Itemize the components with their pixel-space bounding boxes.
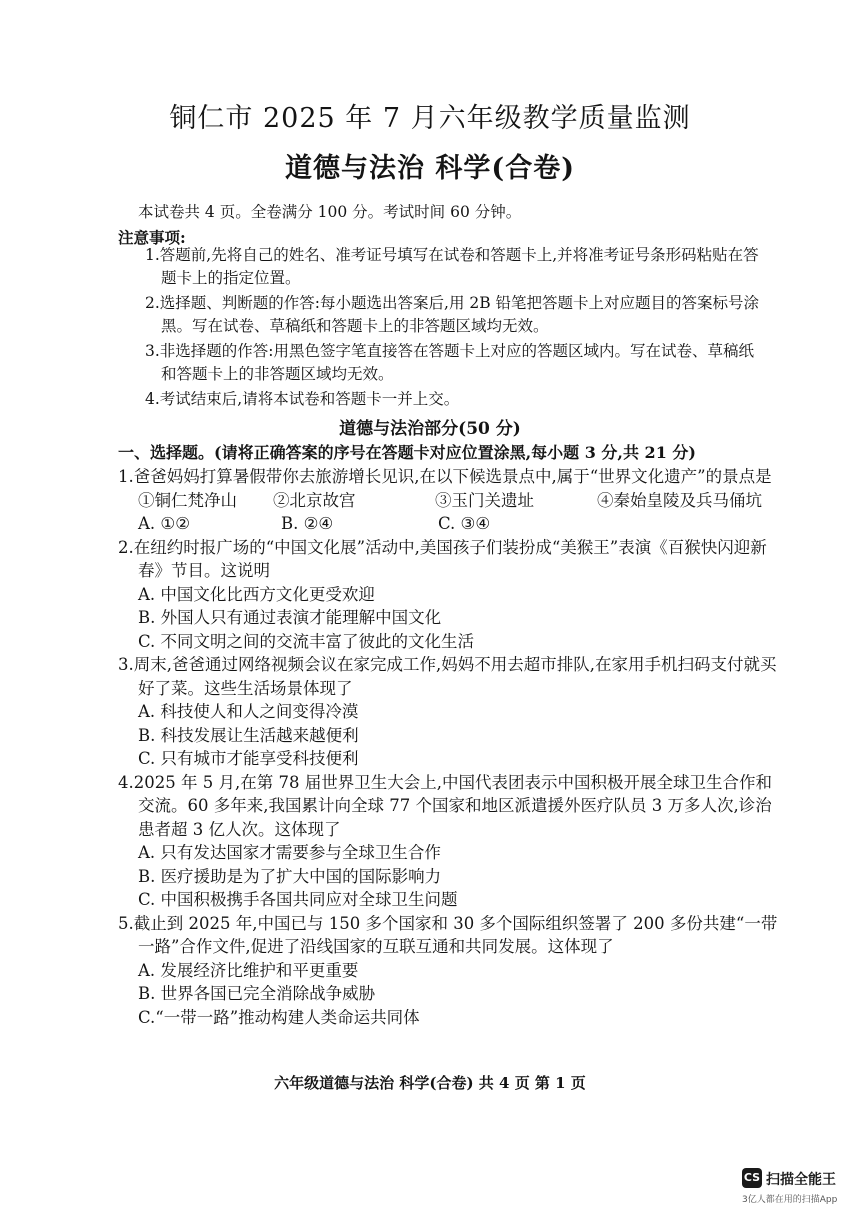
- section-title: 道德与法治部分(50 分): [339, 419, 521, 439]
- answer-option: A. 中国文化比西方文化更受欢迎: [138, 584, 375, 604]
- answer-option: B. 医疗援助是为了扩大中国的国际影响力: [138, 866, 442, 886]
- note-item: 2.选择题、判断题的作答:每小题选出答案后,用 2B 铅笔把答题卡上对应题目的答案标号涂黑。写在试卷、草稿纸和答题卡上的非答题区域均无效。: [145, 294, 760, 335]
- answer-option: A. 科技使人和人之间变得冷漠: [138, 702, 359, 721]
- exam-info: 本试卷共 4 页。全卷满分 100 分。考试时间 60 分钟。: [138, 203, 522, 221]
- answer-option: C. ③④: [438, 514, 491, 533]
- question-3: [118, 653, 778, 771]
- question-1: [118, 465, 778, 536]
- question-2: [118, 536, 778, 654]
- answer-option: C. 不同文明之间的交流丰富了彼此的文化生活: [138, 631, 475, 651]
- spot-option: ①铜仁梵净山: [138, 490, 237, 510]
- page-footer: 六年级道德与法治 科学(合卷) 共 4 页 第 1 页: [274, 1074, 586, 1092]
- answer-option: B. ②④: [281, 514, 334, 533]
- answer-option: B. 外国人只有通过表演才能理解中国文化: [138, 608, 442, 627]
- question-stem: 3.周末,爸爸通过网络视频会议在家完成工作,妈妈不用去超市排队,在家用手机扫码支付就买好了菜。这些生活场景体现了: [118, 655, 777, 698]
- answer-option: C. 中国积极携手各国共同应对全球卫生问题: [138, 890, 458, 909]
- scanner-tagline: 3亿人都在用的扫描App: [742, 1195, 838, 1205]
- scanner-watermark: [742, 1168, 854, 1208]
- answer-option: B. 科技发展让生活越来越便利: [138, 725, 359, 745]
- part-heading: 一、选择题。(请将正确答案的序号在答题卡对应位置涂黑,每小题 3 分,共 21 分): [118, 443, 696, 462]
- answer-option: A. 发展经济比维护和平更重要: [138, 960, 359, 980]
- spot-option: ④秦始皇陵及兵马俑坑: [597, 490, 762, 510]
- answer-option: B. 世界各国已完全消除战争威胁: [138, 984, 376, 1003]
- question-stem: 1.爸爸妈妈打算暑假带你去旅游增长见识,在以下候选景点中,属于“世界文化遗产”的景点是: [118, 467, 772, 486]
- notes-list: [145, 244, 765, 413]
- question-list: [118, 465, 778, 1029]
- answer-option: A. ①②: [138, 514, 190, 533]
- spot-option: ②北京故宫: [273, 490, 356, 510]
- question-4: [118, 771, 778, 912]
- exam-title: 铜仁市 2025 年 7 月六年级教学质量监测: [169, 103, 691, 134]
- answer-option: C.“一带一路”推动构建人类命运共同体: [138, 1007, 420, 1027]
- note-item: 3.非选择题的作答:用黑色签字笔直接答在答题卡上对应的答题区域内。写在试卷、草稿纸和答题卡上的非答题区域均无效。: [145, 342, 755, 383]
- spot-option: ③玉门关遗址: [435, 490, 534, 510]
- answer-option: C. 只有城市才能享受科技便利: [138, 749, 359, 768]
- exam-subtitle: 道德与法治 科学(合卷): [285, 153, 575, 184]
- scanner-app-name: 扫描全能王: [766, 1172, 836, 1188]
- note-item: 4.考试结束后,请将本试卷和答题卡一并上交。: [145, 390, 460, 408]
- spot-list: [118, 489, 778, 513]
- answer-option: A. 只有发达国家才需要参与全球卫生合作: [138, 843, 441, 862]
- note-item: 1.答题前,先将自己的姓名、准考证号填写在试卷和答题卡上,并将准考证号条形码粘贴在答题卡上的指定位置。: [145, 246, 759, 287]
- question-stem: 4.2025 年 5 月,在第 78 届世界卫生大会上,中国代表团表示中国积极开展全球卫生合作和交流。60 多年来,我国累计向全球 77 个国家和地区派遣援外医疗队员 3 万多人次,诊治患者超 3 亿人次。这体现了: [118, 772, 772, 839]
- notes-heading: 注意事项:: [118, 228, 186, 247]
- question-5: [118, 912, 778, 1030]
- question-stem: 5.截止到 2025 年,中国已与 150 多个国家和 30 多个国际组织签署了 200 多份共建“一带一路”合作文件,促进了沿线国家的互联互通和共同发展。这体现了: [118, 913, 778, 956]
- question-stem: 2.在纽约时报广场的“中国文化展”活动中,美国孩子们装扮成“美猴王”表演《百猴快闪迎新春》节目。这说明: [118, 537, 767, 580]
- camscanner-logo-icon: CS: [742, 1168, 762, 1188]
- answer-options: [118, 512, 778, 536]
